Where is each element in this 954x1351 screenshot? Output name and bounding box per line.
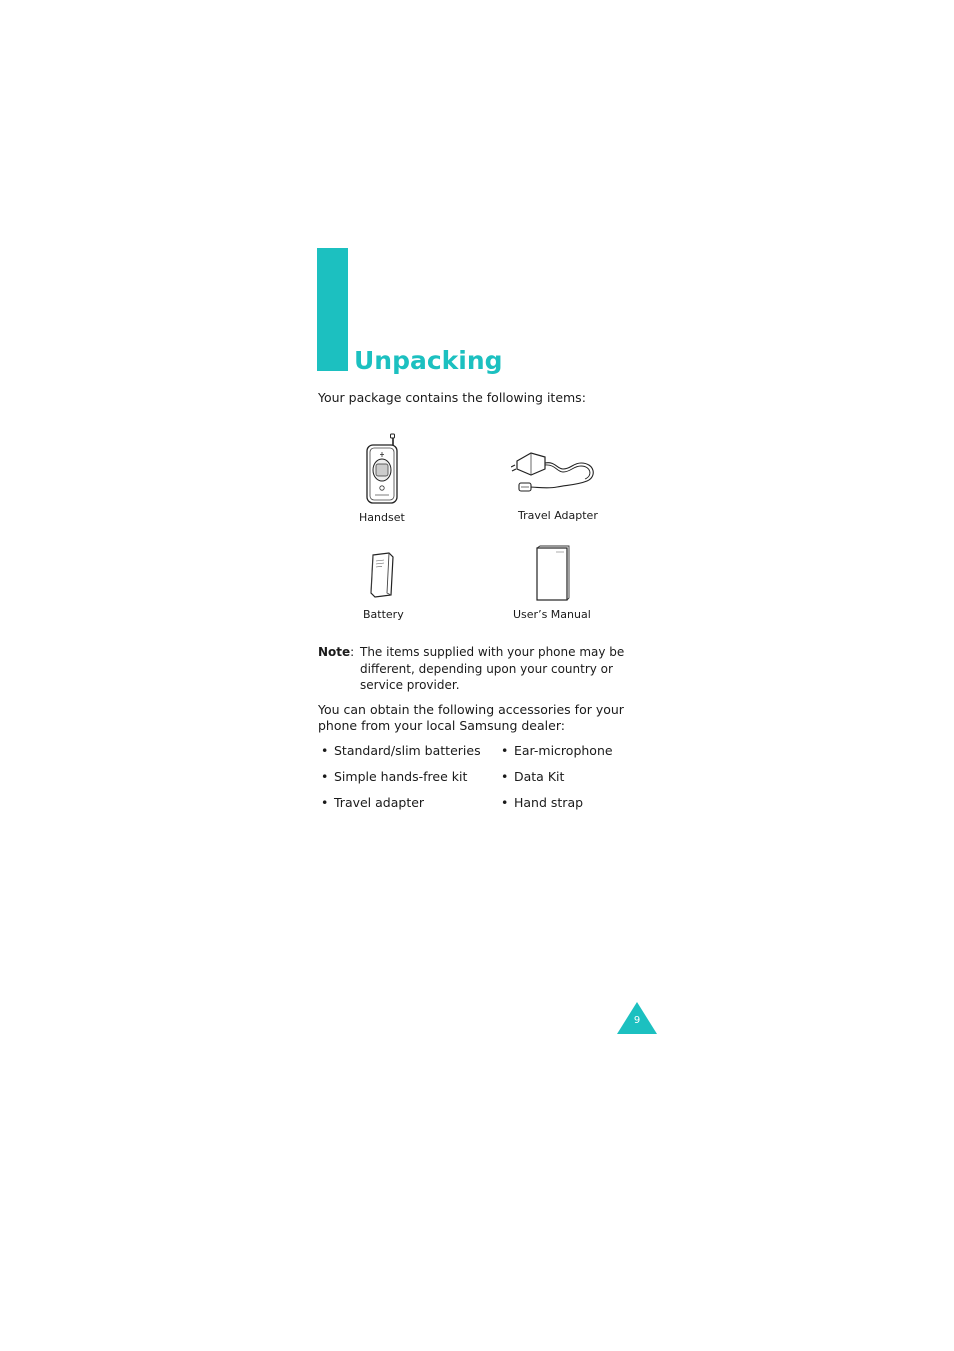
- accessories-intro: [318, 702, 638, 734]
- package-intro-text: Your package contains the following items:: [318, 390, 586, 405]
- page-number: 9: [633, 1015, 641, 1026]
- handset-label: Handset: [359, 511, 405, 524]
- list-item: • Simple hands-free kit: [321, 769, 468, 784]
- list-item: • Hand strap: [501, 795, 584, 810]
- note-line-2: different, depending upon your country or: [360, 661, 613, 676]
- flip-phone-icon: [360, 433, 404, 505]
- page-title: Unpacking: [354, 346, 503, 375]
- accessories-intro-line-2: phone from your local Samsung dealer:: [318, 718, 565, 733]
- accessories-list-right: [501, 743, 613, 821]
- manual-icon: [534, 545, 572, 603]
- list-item: • Ear-microphone: [501, 743, 613, 758]
- list-item: • Travel adapter: [321, 795, 425, 810]
- section-accent-bar: [317, 248, 348, 371]
- battery-icon: [367, 551, 397, 599]
- note-block: [318, 644, 628, 694]
- accessories-intro-line-1: You can obtain the following accessories for your: [318, 702, 624, 717]
- note-line-1: The items supplied with your phone may be: [360, 645, 625, 659]
- accessories-list-left: [321, 743, 481, 821]
- list-item: • Standard/slim batteries: [321, 743, 481, 758]
- note-separator: :: [350, 645, 355, 659]
- users-manual-label: User’s Manual: [513, 608, 591, 621]
- note-label: Note: [318, 645, 351, 659]
- travel-adapter-label: Travel Adapter: [518, 509, 598, 522]
- list-item: • Data Kit: [501, 769, 565, 784]
- note-line-3: service provider.: [360, 678, 460, 692]
- battery-label: Battery: [363, 608, 404, 621]
- travel-adapter-icon: [511, 447, 601, 497]
